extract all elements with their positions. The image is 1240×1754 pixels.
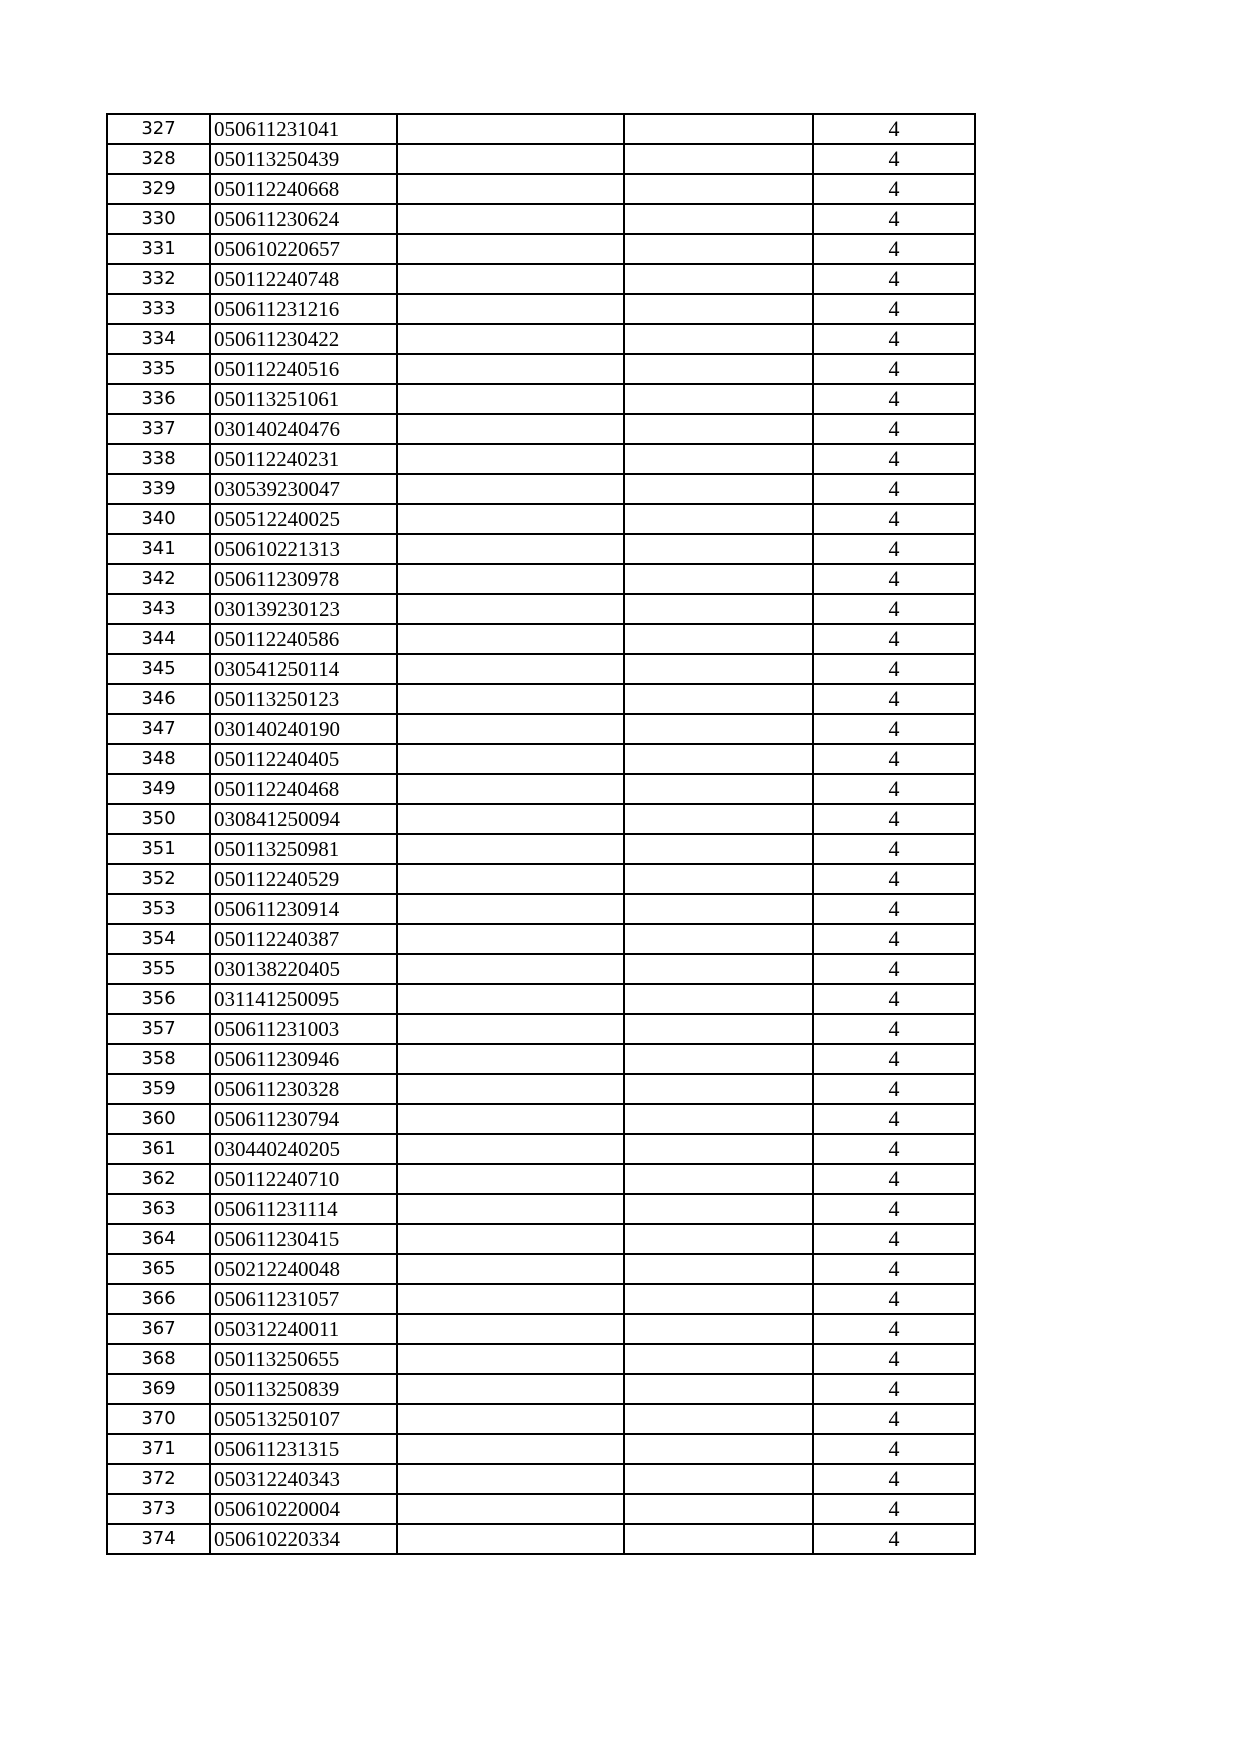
value-cell: 4 xyxy=(813,1014,975,1044)
empty-cell xyxy=(397,924,624,954)
value-cell: 4 xyxy=(813,804,975,834)
empty-cell xyxy=(397,984,624,1014)
value-cell: 4 xyxy=(813,1434,975,1464)
value-cell: 4 xyxy=(813,1284,975,1314)
empty-cell xyxy=(397,384,624,414)
value-cell: 4 xyxy=(813,1314,975,1344)
table-row xyxy=(107,144,975,174)
row-number-cell: 347 xyxy=(107,714,210,744)
empty-cell xyxy=(624,924,813,954)
empty-cell xyxy=(624,1014,813,1044)
id-cell: 050611230415 xyxy=(210,1224,397,1254)
value-cell: 4 xyxy=(813,744,975,774)
empty-cell xyxy=(624,1524,813,1554)
id-cell: 050112240586 xyxy=(210,624,397,654)
row-number-cell: 362 xyxy=(107,1164,210,1194)
value-cell: 4 xyxy=(813,264,975,294)
empty-cell xyxy=(397,594,624,624)
id-cell: 050112240710 xyxy=(210,1164,397,1194)
results-table-body xyxy=(107,114,975,1554)
value-cell: 4 xyxy=(813,624,975,654)
table-row xyxy=(107,1014,975,1044)
value-cell: 4 xyxy=(813,114,975,144)
table-row xyxy=(107,804,975,834)
id-cell: 030138220405 xyxy=(210,954,397,984)
empty-cell xyxy=(624,864,813,894)
table-row xyxy=(107,1314,975,1344)
empty-cell xyxy=(624,744,813,774)
row-number-cell: 358 xyxy=(107,1044,210,1074)
empty-cell xyxy=(624,264,813,294)
empty-cell xyxy=(397,294,624,324)
id-cell: 050611231003 xyxy=(210,1014,397,1044)
empty-cell xyxy=(624,1434,813,1464)
id-cell: 050610220004 xyxy=(210,1494,397,1524)
empty-cell xyxy=(397,534,624,564)
row-number-cell: 365 xyxy=(107,1254,210,1284)
empty-cell xyxy=(624,1134,813,1164)
table-row xyxy=(107,1254,975,1284)
empty-cell xyxy=(624,1374,813,1404)
empty-cell xyxy=(624,834,813,864)
value-cell: 4 xyxy=(813,1254,975,1284)
id-cell: 050113250439 xyxy=(210,144,397,174)
row-number-cell: 353 xyxy=(107,894,210,924)
table-row xyxy=(107,864,975,894)
empty-cell xyxy=(624,774,813,804)
id-cell: 050212240048 xyxy=(210,1254,397,1284)
row-number-cell: 371 xyxy=(107,1434,210,1464)
empty-cell xyxy=(397,684,624,714)
table-row xyxy=(107,744,975,774)
empty-cell xyxy=(397,864,624,894)
empty-cell xyxy=(624,654,813,684)
value-cell: 4 xyxy=(813,234,975,264)
row-number-cell: 357 xyxy=(107,1014,210,1044)
value-cell: 4 xyxy=(813,594,975,624)
id-cell: 050113250839 xyxy=(210,1374,397,1404)
table-row xyxy=(107,594,975,624)
id-cell: 030841250094 xyxy=(210,804,397,834)
empty-cell xyxy=(397,1224,624,1254)
empty-cell xyxy=(624,234,813,264)
empty-cell xyxy=(624,984,813,1014)
row-number-cell: 328 xyxy=(107,144,210,174)
empty-cell xyxy=(397,414,624,444)
table-row xyxy=(107,354,975,384)
row-number-cell: 361 xyxy=(107,1134,210,1164)
empty-cell xyxy=(624,1404,813,1434)
value-cell: 4 xyxy=(813,474,975,504)
empty-cell xyxy=(624,1194,813,1224)
value-cell: 4 xyxy=(813,1224,975,1254)
empty-cell xyxy=(624,1314,813,1344)
empty-cell xyxy=(397,264,624,294)
value-cell: 4 xyxy=(813,1344,975,1374)
empty-cell xyxy=(624,144,813,174)
table-row xyxy=(107,1134,975,1164)
empty-cell xyxy=(397,1104,624,1134)
table-row xyxy=(107,1104,975,1134)
value-cell: 4 xyxy=(813,834,975,864)
empty-cell xyxy=(624,1074,813,1104)
row-number-cell: 336 xyxy=(107,384,210,414)
id-cell: 030541250114 xyxy=(210,654,397,684)
id-cell: 050611231041 xyxy=(210,114,397,144)
id-cell: 050112240668 xyxy=(210,174,397,204)
row-number-cell: 342 xyxy=(107,564,210,594)
row-number-cell: 373 xyxy=(107,1494,210,1524)
empty-cell xyxy=(397,474,624,504)
row-number-cell: 370 xyxy=(107,1404,210,1434)
table-row xyxy=(107,984,975,1014)
empty-cell xyxy=(397,1524,624,1554)
empty-cell xyxy=(624,594,813,624)
value-cell: 4 xyxy=(813,1044,975,1074)
value-cell: 4 xyxy=(813,984,975,1014)
row-number-cell: 343 xyxy=(107,594,210,624)
table-row xyxy=(107,1524,975,1554)
empty-cell xyxy=(624,1464,813,1494)
value-cell: 4 xyxy=(813,564,975,594)
value-cell: 4 xyxy=(813,924,975,954)
id-cell: 050112240231 xyxy=(210,444,397,474)
row-number-cell: 330 xyxy=(107,204,210,234)
empty-cell xyxy=(624,1344,813,1374)
table-row xyxy=(107,1344,975,1374)
id-cell: 050611230328 xyxy=(210,1074,397,1104)
empty-cell xyxy=(397,1464,624,1494)
table-row xyxy=(107,534,975,564)
empty-cell xyxy=(397,1284,624,1314)
id-cell: 050611230422 xyxy=(210,324,397,354)
value-cell: 4 xyxy=(813,654,975,684)
id-cell: 031141250095 xyxy=(210,984,397,1014)
table-row xyxy=(107,894,975,924)
id-cell: 050113250123 xyxy=(210,684,397,714)
table-row xyxy=(107,444,975,474)
id-cell: 050112240748 xyxy=(210,264,397,294)
id-cell: 050610220334 xyxy=(210,1524,397,1554)
row-number-cell: 338 xyxy=(107,444,210,474)
row-number-cell: 344 xyxy=(107,624,210,654)
row-number-cell: 366 xyxy=(107,1284,210,1314)
id-cell: 030140240476 xyxy=(210,414,397,444)
row-number-cell: 355 xyxy=(107,954,210,984)
table-row xyxy=(107,234,975,264)
id-cell: 050611230914 xyxy=(210,894,397,924)
empty-cell xyxy=(397,1404,624,1434)
value-cell: 4 xyxy=(813,1524,975,1554)
id-cell: 050611230794 xyxy=(210,1104,397,1134)
value-cell: 4 xyxy=(813,294,975,324)
row-number-cell: 339 xyxy=(107,474,210,504)
table-row xyxy=(107,954,975,984)
row-number-cell: 341 xyxy=(107,534,210,564)
value-cell: 4 xyxy=(813,144,975,174)
id-cell: 050611230978 xyxy=(210,564,397,594)
row-number-cell: 329 xyxy=(107,174,210,204)
row-number-cell: 340 xyxy=(107,504,210,534)
empty-cell xyxy=(397,954,624,984)
empty-cell xyxy=(397,714,624,744)
row-number-cell: 345 xyxy=(107,654,210,684)
empty-cell xyxy=(624,174,813,204)
row-number-cell: 327 xyxy=(107,114,210,144)
value-cell: 4 xyxy=(813,774,975,804)
empty-cell xyxy=(397,1194,624,1224)
row-number-cell: 360 xyxy=(107,1104,210,1134)
value-cell: 4 xyxy=(813,684,975,714)
table-row xyxy=(107,384,975,414)
results-table xyxy=(106,113,976,1555)
row-number-cell: 337 xyxy=(107,414,210,444)
empty-cell xyxy=(397,1074,624,1104)
row-number-cell: 351 xyxy=(107,834,210,864)
id-cell: 050112240529 xyxy=(210,864,397,894)
row-number-cell: 332 xyxy=(107,264,210,294)
empty-cell xyxy=(624,504,813,534)
id-cell: 050112240516 xyxy=(210,354,397,384)
table-row xyxy=(107,174,975,204)
id-cell: 050312240343 xyxy=(210,1464,397,1494)
row-number-cell: 352 xyxy=(107,864,210,894)
id-cell: 050113251061 xyxy=(210,384,397,414)
table-row xyxy=(107,564,975,594)
empty-cell xyxy=(624,714,813,744)
empty-cell xyxy=(397,894,624,924)
id-cell: 050611231216 xyxy=(210,294,397,324)
value-cell: 4 xyxy=(813,864,975,894)
value-cell: 4 xyxy=(813,534,975,564)
id-cell: 050611230946 xyxy=(210,1044,397,1074)
table-row xyxy=(107,1464,975,1494)
value-cell: 4 xyxy=(813,504,975,534)
row-number-cell: 356 xyxy=(107,984,210,1014)
table-row xyxy=(107,834,975,864)
empty-cell xyxy=(397,1434,624,1464)
empty-cell xyxy=(624,1494,813,1524)
empty-cell xyxy=(624,564,813,594)
id-cell: 050113250655 xyxy=(210,1344,397,1374)
row-number-cell: 333 xyxy=(107,294,210,324)
table-row xyxy=(107,1044,975,1074)
row-number-cell: 363 xyxy=(107,1194,210,1224)
value-cell: 4 xyxy=(813,1494,975,1524)
empty-cell xyxy=(624,1284,813,1314)
empty-cell xyxy=(624,444,813,474)
empty-cell xyxy=(624,294,813,324)
value-cell: 4 xyxy=(813,1374,975,1404)
id-cell: 050112240387 xyxy=(210,924,397,954)
empty-cell xyxy=(624,534,813,564)
row-number-cell: 335 xyxy=(107,354,210,384)
id-cell: 050112240468 xyxy=(210,774,397,804)
id-cell: 050611231057 xyxy=(210,1284,397,1314)
id-cell: 030139230123 xyxy=(210,594,397,624)
value-cell: 4 xyxy=(813,354,975,384)
value-cell: 4 xyxy=(813,1104,975,1134)
table-row xyxy=(107,1224,975,1254)
empty-cell xyxy=(397,234,624,264)
id-cell: 050610220657 xyxy=(210,234,397,264)
table-row xyxy=(107,654,975,684)
id-cell: 050610221313 xyxy=(210,534,397,564)
value-cell: 4 xyxy=(813,894,975,924)
empty-cell xyxy=(624,324,813,354)
id-cell: 050611231114 xyxy=(210,1194,397,1224)
table-row xyxy=(107,1164,975,1194)
table-row xyxy=(107,684,975,714)
empty-cell xyxy=(397,804,624,834)
value-cell: 4 xyxy=(813,324,975,354)
row-number-cell: 354 xyxy=(107,924,210,954)
value-cell: 4 xyxy=(813,1404,975,1434)
empty-cell xyxy=(397,1014,624,1044)
row-number-cell: 346 xyxy=(107,684,210,714)
empty-cell xyxy=(397,504,624,534)
table-row xyxy=(107,264,975,294)
value-cell: 4 xyxy=(813,1074,975,1104)
value-cell: 4 xyxy=(813,204,975,234)
empty-cell xyxy=(397,324,624,354)
table-row xyxy=(107,474,975,504)
empty-cell xyxy=(397,114,624,144)
id-cell: 050312240011 xyxy=(210,1314,397,1344)
empty-cell xyxy=(397,624,624,654)
empty-cell xyxy=(397,144,624,174)
row-number-cell: 334 xyxy=(107,324,210,354)
value-cell: 4 xyxy=(813,954,975,984)
id-cell: 050611231315 xyxy=(210,1434,397,1464)
empty-cell xyxy=(397,1344,624,1374)
empty-cell xyxy=(624,804,813,834)
id-cell: 050513250107 xyxy=(210,1404,397,1434)
row-number-cell: 368 xyxy=(107,1344,210,1374)
empty-cell xyxy=(624,1044,813,1074)
row-number-cell: 374 xyxy=(107,1524,210,1554)
id-cell: 050113250981 xyxy=(210,834,397,864)
table-row xyxy=(107,114,975,144)
id-cell: 050112240405 xyxy=(210,744,397,774)
empty-cell xyxy=(397,354,624,384)
value-cell: 4 xyxy=(813,414,975,444)
table-row xyxy=(107,714,975,744)
id-cell: 050512240025 xyxy=(210,504,397,534)
empty-cell xyxy=(624,114,813,144)
empty-cell xyxy=(397,1314,624,1344)
table-row xyxy=(107,204,975,234)
table-row xyxy=(107,1374,975,1404)
empty-cell xyxy=(397,654,624,684)
empty-cell xyxy=(397,564,624,594)
empty-cell xyxy=(624,384,813,414)
table-row xyxy=(107,324,975,354)
value-cell: 4 xyxy=(813,444,975,474)
value-cell: 4 xyxy=(813,1134,975,1164)
table-row xyxy=(107,294,975,324)
value-cell: 4 xyxy=(813,714,975,744)
value-cell: 4 xyxy=(813,1464,975,1494)
empty-cell xyxy=(624,414,813,444)
empty-cell xyxy=(397,774,624,804)
table-row xyxy=(107,1284,975,1314)
table-row xyxy=(107,1074,975,1104)
table-row xyxy=(107,1494,975,1524)
row-number-cell: 372 xyxy=(107,1464,210,1494)
table-row xyxy=(107,504,975,534)
table-row xyxy=(107,624,975,654)
value-cell: 4 xyxy=(813,384,975,414)
empty-cell xyxy=(624,684,813,714)
empty-cell xyxy=(624,354,813,384)
empty-cell xyxy=(397,834,624,864)
row-number-cell: 359 xyxy=(107,1074,210,1104)
empty-cell xyxy=(624,1254,813,1284)
id-cell: 030539230047 xyxy=(210,474,397,504)
empty-cell xyxy=(624,1224,813,1254)
empty-cell xyxy=(397,444,624,474)
row-number-cell: 331 xyxy=(107,234,210,264)
value-cell: 4 xyxy=(813,1164,975,1194)
empty-cell xyxy=(397,1374,624,1404)
row-number-cell: 350 xyxy=(107,804,210,834)
empty-cell xyxy=(397,1164,624,1194)
empty-cell xyxy=(624,624,813,654)
id-cell: 050611230624 xyxy=(210,204,397,234)
empty-cell xyxy=(397,1494,624,1524)
table-row xyxy=(107,1434,975,1464)
row-number-cell: 364 xyxy=(107,1224,210,1254)
empty-cell xyxy=(397,204,624,234)
id-cell: 030440240205 xyxy=(210,1134,397,1164)
empty-cell xyxy=(397,1254,624,1284)
table-row xyxy=(107,924,975,954)
table-row xyxy=(107,414,975,444)
row-number-cell: 348 xyxy=(107,744,210,774)
id-cell: 030140240190 xyxy=(210,714,397,744)
empty-cell xyxy=(397,1044,624,1074)
empty-cell xyxy=(624,474,813,504)
empty-cell xyxy=(624,1104,813,1134)
empty-cell xyxy=(624,204,813,234)
table-row xyxy=(107,1194,975,1224)
table-row xyxy=(107,1404,975,1434)
empty-cell xyxy=(624,894,813,924)
empty-cell xyxy=(624,954,813,984)
empty-cell xyxy=(624,1164,813,1194)
row-number-cell: 349 xyxy=(107,774,210,804)
empty-cell xyxy=(397,744,624,774)
row-number-cell: 367 xyxy=(107,1314,210,1344)
empty-cell xyxy=(397,1134,624,1164)
table-row xyxy=(107,774,975,804)
value-cell: 4 xyxy=(813,1194,975,1224)
row-number-cell: 369 xyxy=(107,1374,210,1404)
empty-cell xyxy=(397,174,624,204)
value-cell: 4 xyxy=(813,174,975,204)
